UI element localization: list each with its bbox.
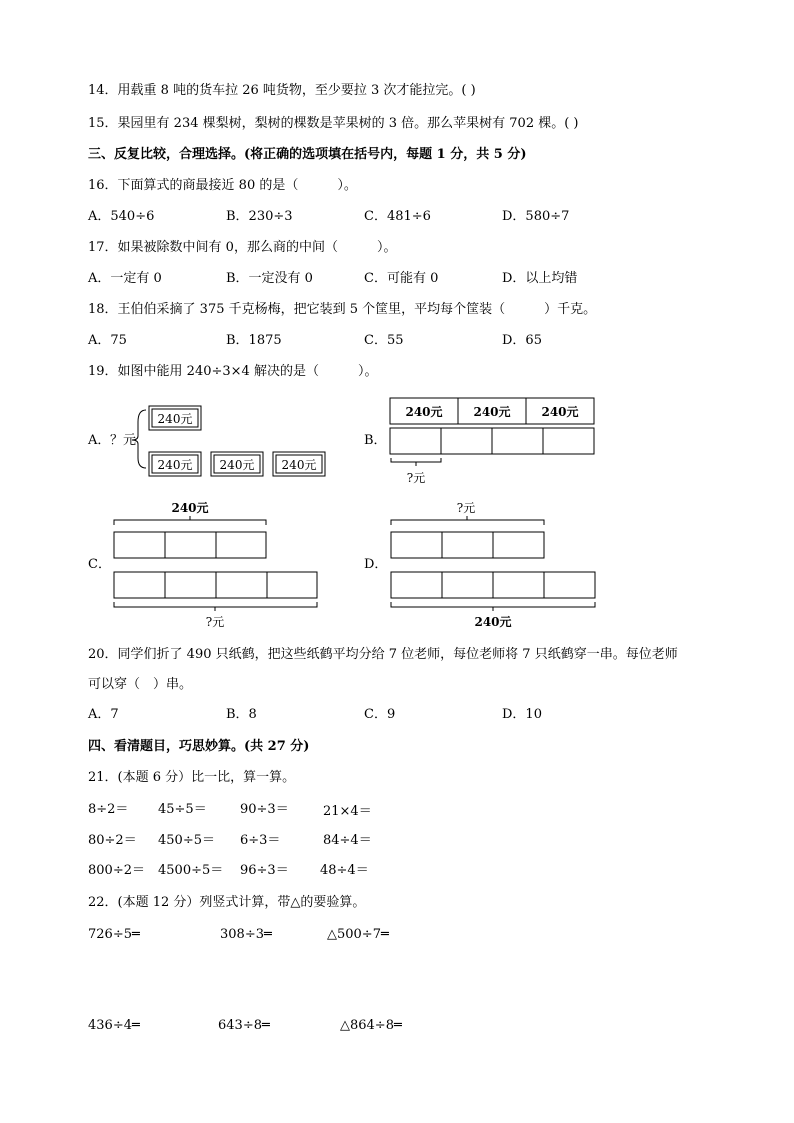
q21-r3-c1: 800÷2＝ [88,863,145,878]
q18-option-b: B．1875 [226,333,282,348]
q19-label-b: B． [364,433,387,448]
question-20-line-1: 20．同学们折了 490 只纸鹤，把这些纸鹤平均分给 7 位老师，每位老师将 7 只纸鹤穿一串。每位老师 [88,647,678,662]
q20-option-d: D．10 [502,707,542,722]
q16-option-c: C．481÷6 [364,209,431,224]
q19-c-top-brace [114,516,266,525]
q21-r3-c2: 4500÷5＝ [158,863,224,878]
q19-a-box-2-label: 240元 [219,458,255,472]
q21-r2-c4: 84÷4＝ [323,833,372,848]
q21-r2-c3: 6÷3＝ [240,833,281,848]
question-15: 15．果园里有 234 棵梨树，梨树的棵数是苹果树的 3 倍。那么苹果树有 702 棵。( ) [88,116,579,131]
q19-d-top-bar [391,532,544,558]
q21-r2-c2: 450÷5＝ [158,833,215,848]
q19-label-a: A． [88,433,111,448]
q17-option-b: B．一定没有 0 [226,271,313,286]
q21-r1-c1: 8÷2＝ [88,802,129,817]
q19-a-box-3-label: 240元 [281,458,317,472]
q21-r3-c3: 96÷3＝ [240,863,289,878]
q20-option-c: C．9 [364,707,396,722]
q19-b-top-label-2: 240元 [473,405,511,419]
q19-b-brace [391,458,441,466]
q19-a-top-label: 240元 [157,412,193,426]
q19-a-unknown: ？元 [110,433,137,448]
q19-b-unknown: ?元 [406,471,426,485]
section-4-heading: 四、看清题目，巧思妙算。(共 27 分) [88,739,310,754]
q19-diagrams [0,392,794,652]
q19-a-box-1-label: 240元 [157,458,193,472]
q18-option-c: C．55 [364,333,404,348]
q19-label-d: D． [364,557,388,572]
question-20-line-2: 可以穿（ ）串。 [88,677,193,692]
q17-option-a: A．一定有 0 [88,271,162,286]
question-19-stem: 19．如图中能用 240÷3×4 解决的是（ ）。 [88,364,378,379]
q17-option-d: D．以上均错 [502,271,578,286]
q19-d-unknown: ?元 [456,501,476,515]
q19-label-c: C． [88,557,111,572]
q19-d-total: 240元 [474,615,512,629]
q16-option-d: D．580÷7 [502,209,570,224]
q19-b-top-label-3: 240元 [541,405,579,419]
section-3-heading: 三、反复比较，合理选择。(将正确的选项填在括号内，每题 1 分，共 5 分) [88,147,527,162]
question-18-stem: 18．王伯伯采摘了 375 千克杨梅，把它装到 5 个筐里，平均每个筐装（ ）千克。 [88,302,597,317]
q21-r2-c1: 80÷2＝ [88,833,137,848]
q19-c-top-bar [114,532,266,558]
q22-r2-c2: 643÷8═ [218,1018,270,1033]
question-22-stem: 22．(本题 12 分）列竖式计算，带△的要验算。 [88,895,366,910]
q19-c-unknown: ?元 [205,615,225,629]
q16-option-b: B．230÷3 [226,209,293,224]
q18-option-d: D．65 [502,333,542,348]
q20-option-a: A．7 [88,707,119,722]
q17-option-c: C．可能有 0 [364,271,439,286]
question-17-stem: 17．如果被除数中间有 0，那么商的中间（ ）。 [88,240,397,255]
q19-d-bottom-brace [391,602,595,611]
q18-option-a: A．75 [88,333,127,348]
question-16-stem: 16．下面算式的商最接近 80 的是（ ）。 [88,178,357,193]
question-14: 14．用载重 8 吨的货车拉 26 吨货物，至少要拉 3 次才能拉完。( ) [88,83,476,98]
q19-b-top-label-1: 240元 [405,405,443,419]
q21-r3-c4: 48÷4＝ [320,863,369,878]
q22-r1-c1: 726÷5═ [88,927,140,942]
question-21-stem: 21．(本题 6 分）比一比，算一算。 [88,770,296,785]
q21-r1-c3: 90÷3＝ [240,802,289,817]
q22-r2-c3: △864÷8═ [340,1018,402,1033]
q20-option-b: B．8 [226,707,257,722]
q22-r2-c1: 436÷4═ [88,1018,140,1033]
q19-d-top-brace [391,516,544,525]
q19-c-bottom-brace [114,602,317,611]
q21-r1-c4: 21×4＝ [323,804,372,819]
q22-r1-c2: 308÷3═ [220,927,272,942]
q21-r1-c2: 45÷5＝ [158,802,207,817]
q19-c-total: 240元 [171,501,209,515]
q22-r1-c3: △500÷7═ [327,927,389,942]
q16-option-a: A．540÷6 [88,209,155,224]
